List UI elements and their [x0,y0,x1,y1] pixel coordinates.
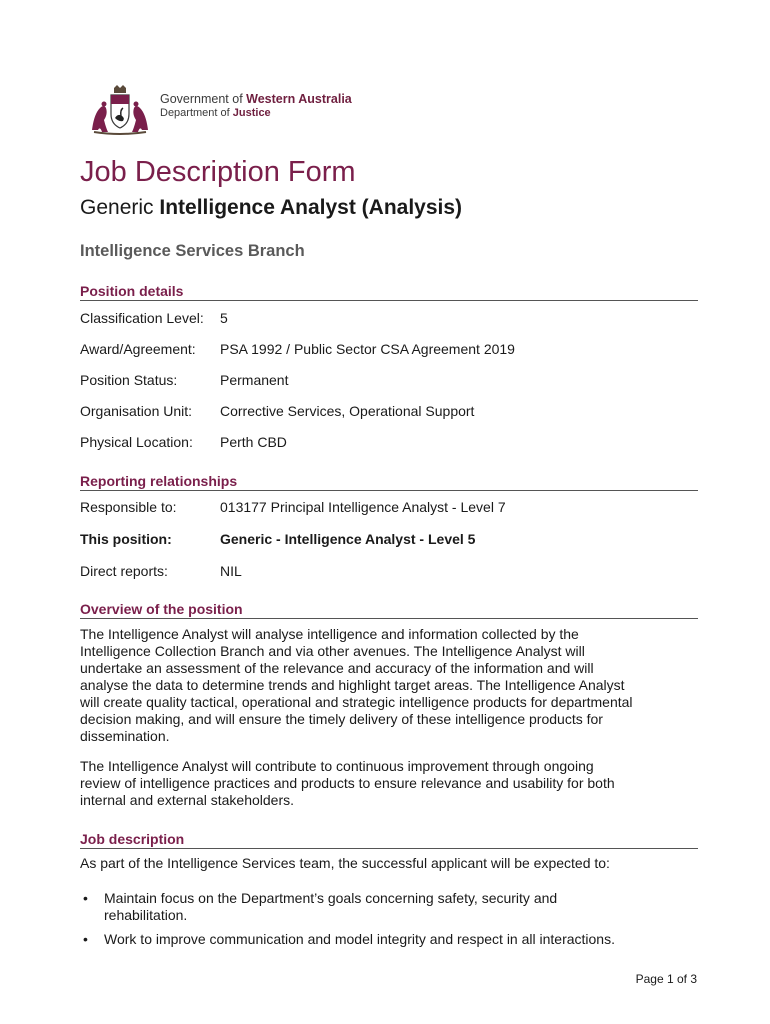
reporting-value: 013177 Principal Intelligence Analyst - Level 7 [220,499,506,515]
bullet-line: Maintain focus on the Department’s goals concerning safety, security and [104,890,558,906]
section-heading-position-details: Position details [80,282,698,301]
reporting-value: NIL [220,563,242,579]
detail-label: Award/Agreement: [80,341,196,357]
reporting-label: This position: [80,531,172,547]
section-heading-reporting: Reporting relationships [80,472,698,491]
paragraph-line: will create quality tactical, operational and strategic intelligence products for departmental [80,694,633,710]
bullet-icon: • [83,890,88,906]
detail-value: Permanent [220,372,289,388]
document-title: Job Description Form [80,156,356,188]
paragraph-line: decision making, and will ensure the timely delivery of these intelligence products for [80,711,603,727]
detail-label: Organisation Unit: [80,403,193,419]
branch-name: Intelligence Services Branch [80,242,305,260]
paragraph-line: internal and external stakeholders. [80,792,295,808]
government-name: Government of Western Australia [160,92,352,106]
paragraph-line: dissemination. [80,728,170,744]
wa-coat-of-arms-icon [84,84,156,136]
bullet-line: rehabilitation. [104,907,188,923]
detail-value: Perth CBD [220,434,287,450]
paragraph-line: analyse the data to determine trends and highlight target areas. The Intelligence Analyst [80,677,625,693]
detail-label: Position Status: [80,372,178,388]
bullet-icon: • [83,931,88,947]
reporting-label: Direct reports: [80,563,168,579]
reporting-label: Responsible to: [80,499,177,515]
job-description-intro: As part of the Intelligence Services team, the successful applicant will be expected to: [80,855,610,871]
paragraph-line: review of intelligence practices and products to ensure relevance and usability for both [80,775,615,791]
section-heading-overview: Overview of the position [80,600,698,619]
reporting-value: Generic - Intelligence Analyst - Level 5 [220,531,476,547]
overview-paragraph-1 [80,626,700,745]
overview-paragraph-2 [80,758,700,809]
paragraph-line: undertake an assessment of the relevance and accuracy of the information and will [80,660,594,676]
detail-label: Classification Level: [80,310,204,326]
document-subtitle: Generic Intelligence Analyst (Analysis) [80,196,463,219]
detail-value: PSA 1992 / Public Sector CSA Agreement 2019 [220,341,515,357]
paragraph-line: Intelligence Collection Branch and via other avenues. The Intelligence Analyst will [80,643,585,659]
paragraph-line: The Intelligence Analyst will analyse intelligence and information collected by the [80,626,579,642]
detail-label: Physical Location: [80,434,193,450]
department-name: Department of Justice [160,107,271,119]
detail-value: Corrective Services, Operational Support [220,403,475,419]
paragraph-line: The Intelligence Analyst will contribute to continuous improvement through ongoing [80,758,594,774]
page-number: Page 1 of 3 [635,972,697,986]
detail-value: 5 [220,310,228,326]
bullet-line: Work to improve communication and model integrity and respect in all interactions. [104,931,615,947]
section-heading-job-description: Job description [80,830,698,849]
